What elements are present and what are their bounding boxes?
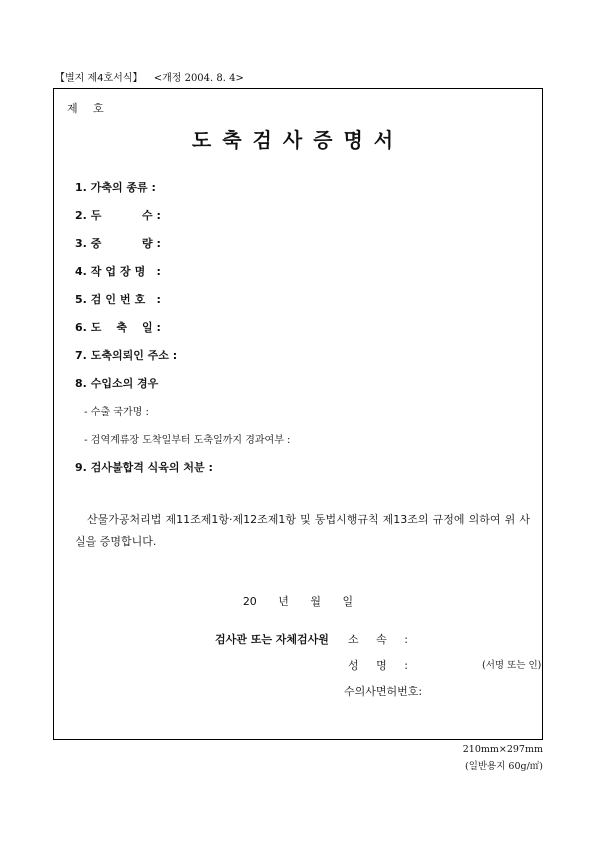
item-weight [75, 235, 161, 251]
sign-or-seal-note: (서명 또는 인) [482, 660, 542, 671]
item-client-address [75, 347, 177, 363]
item-number: 1. [75, 181, 87, 194]
name-label: 성 명 : [348, 659, 408, 672]
item-workplace [75, 263, 161, 279]
item-colon: : [156, 293, 161, 306]
item-head-count [75, 207, 161, 223]
item-number: 6. [75, 321, 87, 334]
sub-item-quarantine-elapsed: - 검역계류장 도착일부터 도축일까지 경과여부 : [84, 435, 291, 446]
certification-statement: 산물가공처리법 제11조제1항·제12조제1항 및 동법시행규칙 제13조의 규정에 의하여 위 사실을 증명합니다. [75, 513, 530, 548]
item-label: 작업장명 [90, 265, 150, 278]
item-label: 중 량 [90, 237, 153, 250]
revision-date: <개정 2004. 8. 4> [153, 73, 244, 84]
item-number: 5. [75, 293, 87, 306]
doc-number-prefix: 제 [67, 102, 78, 115]
item-colon: : [156, 265, 161, 278]
certificate-title: 도축검사증명서 [191, 128, 405, 152]
item-number: 3. [75, 237, 87, 250]
form-number: 【별지 제4호서식】 [55, 73, 143, 84]
item-label: 수입소의 경우 [90, 377, 159, 390]
item-colon: : [156, 321, 161, 334]
paper-size: 210mm×297mm [462, 744, 543, 755]
inspector-label: 검사관 또는 자체검사원 [215, 633, 329, 646]
item-label: 도축의뢰인 주소 [90, 349, 169, 362]
item-label: 가축의 종류 [90, 181, 148, 194]
item-import-case [75, 375, 158, 391]
item-colon: : [208, 461, 213, 474]
issue-date: 20 년 월 일 [242, 595, 354, 608]
item-number: 7. [75, 349, 87, 362]
item-label: 도 축 일 [90, 321, 153, 334]
item-number: 4. [75, 265, 87, 278]
doc-number-suffix: 호 [93, 102, 104, 115]
item-failed-meat-disposal [75, 459, 213, 475]
item-label: 검인번호 [90, 293, 150, 306]
item-colon: : [172, 349, 178, 362]
item-colon: : [156, 237, 161, 250]
form-header [55, 69, 244, 84]
paper-type: (일반용지 60g/㎡) [464, 761, 543, 772]
item-colon: : [156, 209, 161, 222]
item-slaughter-date [75, 319, 161, 335]
item-livestock-type [75, 179, 156, 195]
item-colon: : [151, 181, 156, 194]
item-label: 두 수 [90, 209, 153, 222]
affiliation-label: 소 속 : [348, 633, 408, 646]
item-number: 9. [75, 461, 87, 474]
item-label: 검사불합격 식육의 처분 [90, 461, 205, 474]
sub-item-export-country: - 수출 국가명 : [84, 407, 149, 418]
document-number [67, 100, 104, 116]
vet-license-label: 수의사면허번호: [344, 685, 423, 698]
item-inspection-number [75, 291, 161, 307]
item-number: 8. [75, 377, 87, 390]
item-number: 2. [75, 209, 87, 222]
